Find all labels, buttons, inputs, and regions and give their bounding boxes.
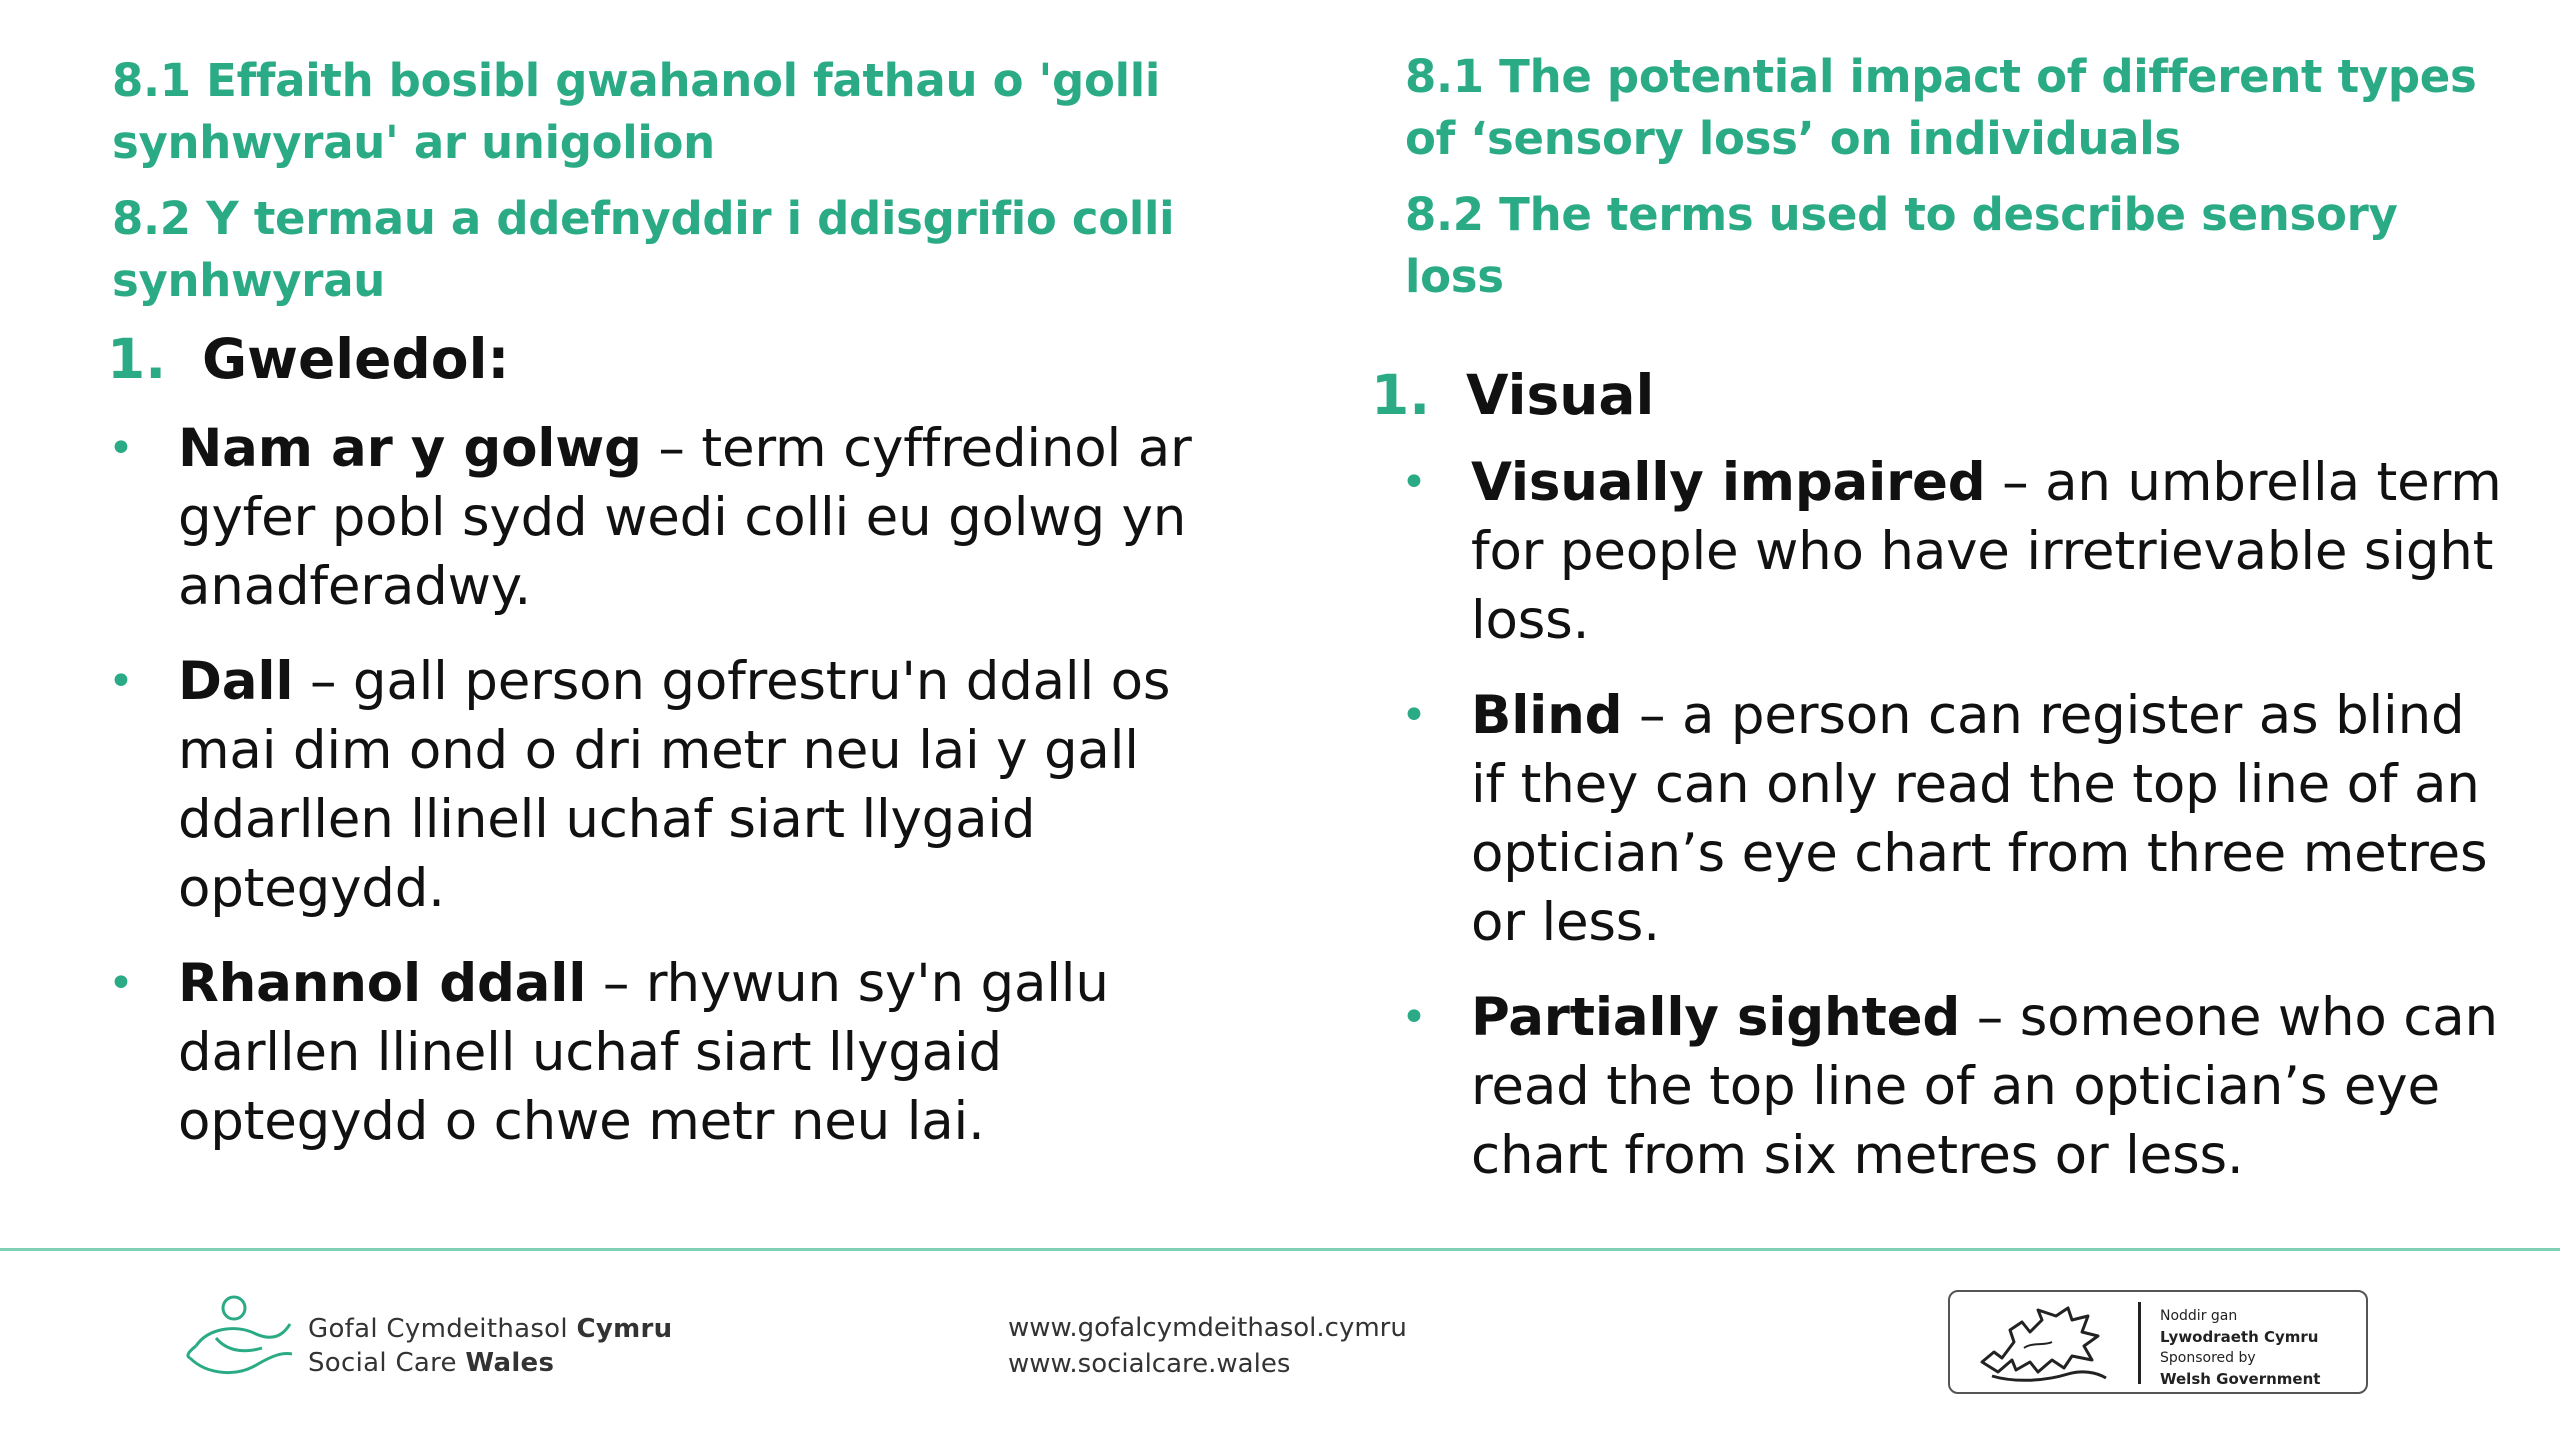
welsh-heading-8-1: 8.1 Effaith bosibl gwahanol fathau o 'golli synhwyrau' ar unigolion: [112, 54, 1160, 169]
term-label: Dall: [178, 651, 294, 712]
bullet-icon: •: [1401, 457, 1427, 508]
bullet-icon: •: [1401, 690, 1427, 741]
brand-welsh-regular: Gofal Cymdeithasol: [308, 1314, 577, 1344]
bullet-icon: •: [108, 423, 134, 474]
english-heading-8-2: 8.2 The terms used to describe sensory loss: [1405, 188, 2398, 303]
sponsor-english-label: Sponsored by: [2160, 1350, 2256, 1366]
brand-english-regular: Social Care: [308, 1348, 466, 1378]
list-item: [108, 647, 1192, 923]
english-section-heading: [1371, 358, 2505, 432]
brand-english-bold: Wales: [465, 1348, 555, 1378]
english-column: [1371, 46, 2505, 1216]
footer-divider: [0, 1248, 2560, 1251]
term-label: Nam ar y golwg: [178, 418, 642, 479]
term-label: Blind: [1471, 685, 1623, 746]
social-care-wales-logo-icon: [186, 1294, 296, 1384]
welsh-column: [107, 50, 1192, 1182]
welsh-heading-8-2: 8.2 Y termau a ddefnyddir i ddisgrifio colli synhwyrau: [112, 192, 1175, 307]
welsh-section-title: Gweledol:: [202, 327, 510, 391]
term-definition: – term cyffredinol ar gyfer pobl sydd wedi colli eu golwg yn anadferadwy.: [178, 418, 1192, 617]
english-section-number: 1.: [1371, 363, 1431, 427]
english-term-list: [1401, 448, 2505, 1190]
term-label: Rhannol ddall: [178, 953, 587, 1014]
term-definition: – rhywun sy'n gallu darllen llinell uchaf siart llygaid optegydd o chwe metr neu lai.: [178, 953, 1109, 1152]
footer-urls: [1008, 1310, 1407, 1382]
welsh-section-number: 1.: [107, 327, 167, 391]
term-label: Visually impaired: [1471, 452, 1986, 513]
bullet-icon: •: [108, 656, 134, 707]
bullet-icon: •: [108, 958, 134, 1009]
brand-name-english: [308, 1348, 554, 1378]
term-definition: – a person can register as blind if they can only read the top line of an optician’s eye chart from three metres or less.: [1471, 685, 2488, 953]
welsh-term-list: [108, 414, 1192, 1156]
english-section-title: Visual: [1466, 363, 1655, 427]
badge-separator: [2138, 1302, 2141, 1384]
english-heading-8-1: 8.1 The potential impact of different types of ‘sensory loss’ on individuals: [1405, 50, 2477, 165]
list-item: [108, 949, 1192, 1156]
welsh-government-sponsor-badge: [1948, 1290, 2368, 1394]
url-welsh-link[interactable]: www.gofalcymdeithasol.cymru: [1008, 1313, 1407, 1343]
term-definition: – someone who can read the top line of an optician’s eye chart from six metres or less.: [1471, 987, 2498, 1186]
sponsor-text: [2160, 1306, 2320, 1390]
term-definition: – an umbrella term for people who have irretrievable sight loss.: [1471, 452, 2502, 651]
social-care-wales-logo: [186, 1294, 726, 1390]
brand-name-welsh: [308, 1314, 672, 1344]
term-label: Partially sighted: [1471, 987, 1961, 1048]
sponsor-welsh-name: Lywodraeth Cymru: [2160, 1328, 2319, 1346]
list-item: [1401, 983, 2505, 1190]
list-item: [1401, 448, 2505, 655]
brand-welsh-bold: Cymru: [576, 1314, 673, 1344]
list-item: [1401, 681, 2505, 957]
term-definition: – gall person gofrestru'n ddall os mai dim ond o dri metr neu lai y gall ddarllen llinell uchaf siart llygaid optegydd.: [178, 651, 1171, 919]
sponsor-welsh-label: Noddir gan: [2160, 1308, 2238, 1324]
welsh-dragon-icon: [1972, 1302, 2122, 1386]
url-english-link[interactable]: www.socialcare.wales: [1008, 1349, 1291, 1379]
sponsor-english-name: Welsh Government: [2160, 1370, 2321, 1388]
welsh-section-heading: [107, 322, 1192, 396]
bullet-icon: •: [1401, 992, 1427, 1043]
list-item: [108, 414, 1192, 621]
